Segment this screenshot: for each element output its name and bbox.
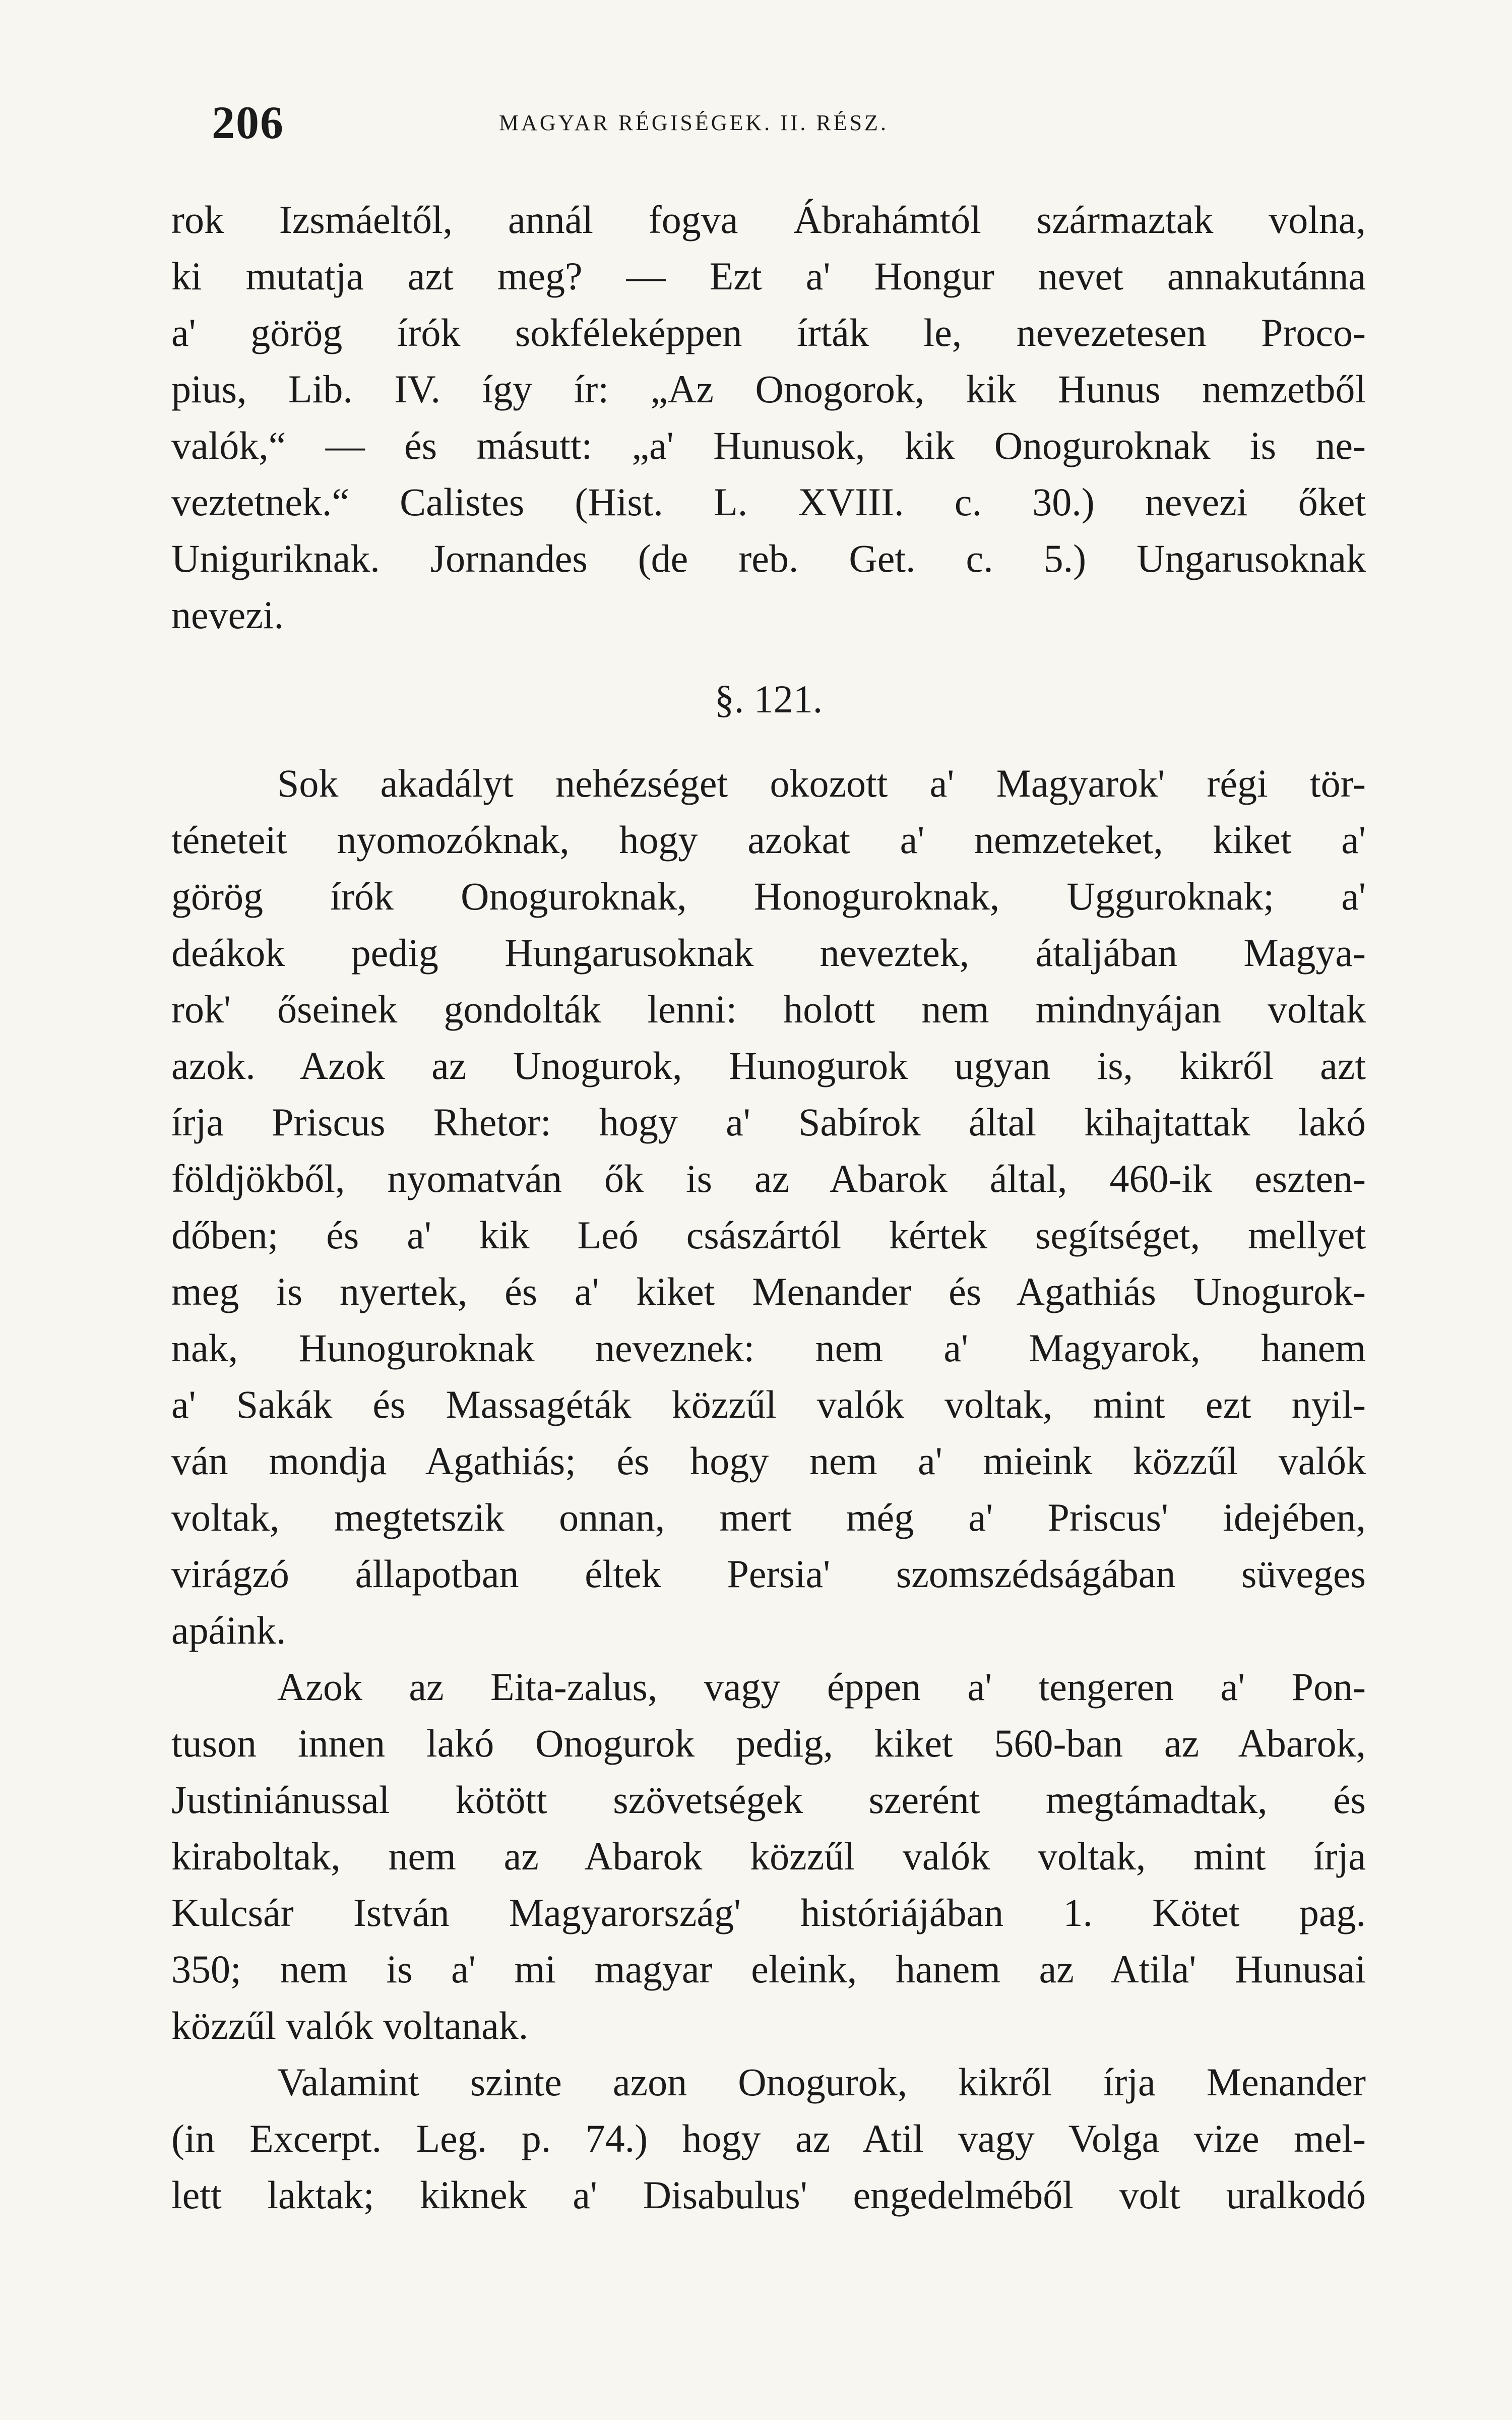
- text-line: Justiniánussal kötött szövetségek szerént megtámadtak, és: [171, 1778, 1366, 1822]
- text-line: közzűl valók voltanak.: [171, 2004, 529, 2047]
- text-line: nak, Hunoguroknak neveznek: nem a' Magyarok, hanem: [171, 1326, 1366, 1370]
- text-line: nevezi.: [171, 593, 284, 637]
- text-line: apáink.: [171, 1608, 286, 1652]
- text-line: téneteit nyomozóknak, hogy azokat a' nemzeteket, kiket a': [171, 818, 1366, 862]
- section-heading: §. 121.: [714, 677, 823, 721]
- text-line: 350; nem is a' mi magyar eleink, hanem az Atila' Hunusai: [171, 1947, 1366, 1991]
- text-line: azok. Azok az Unogurok, Hunogurok ugyan is, kikről azt: [171, 1044, 1366, 1087]
- text-line: pius, Lib. IV. így ír: „Az Onogorok, kik Hunus nemzetből: [171, 367, 1366, 411]
- text-line: ván mondja Agathiás; és hogy nem a' mieink közzűl valók: [171, 1439, 1366, 1483]
- text-line: rok Izsmáeltől, annál fogva Ábrahámtól származtak volna,: [171, 198, 1366, 241]
- text-line: Sok akadályt nehézséget okozott a' Magyarok' régi tör-: [277, 761, 1366, 805]
- paragraph-2: [171, 755, 1366, 1659]
- text-line: tuson innen lakó Onogurok pedig, kiket 560-ban az Abarok,: [171, 1721, 1366, 1765]
- page-header: [202, 96, 1361, 166]
- text-line: virágzó állapotban éltek Persia' szomszédságában süveges: [171, 1552, 1366, 1596]
- page-number: 206: [212, 97, 284, 148]
- text-line: ki mutatja azt meg? — Ezt a' Hongur nevet annakutánna: [171, 254, 1366, 298]
- paragraph-4: [171, 2054, 1366, 2223]
- text-line: (in Excerpt. Leg. p. 74.) hogy az Atil vagy Volga vize mel-: [171, 2116, 1366, 2160]
- text-line: földjökből, nyomatván ők is az Abarok által, 460-ik eszten-: [171, 1157, 1366, 1200]
- text-line: meg is nyertek, és a' kiket Menander és Agathiás Unogurok-: [171, 1269, 1366, 1313]
- text-line: a' Sakák és Massagéták közzűl valók voltak, mint ezt nyil-: [171, 1382, 1366, 1426]
- text-line: rok' őseinek gondolták lenni: holott nem mindnyájan voltak: [171, 987, 1366, 1031]
- text-line: kiraboltak, nem az Abarok közzűl valók voltak, mint írja: [171, 1834, 1366, 1878]
- text-line: Uniguriknak. Jornandes (de reb. Get. c. 5.) Ungarusoknak: [171, 536, 1366, 580]
- text-line: deákok pedig Hungarusoknak neveztek, átaljában Magya-: [171, 931, 1366, 975]
- text-line: voltak, megtetszik onnan, mert még a' Priscus' idejében,: [171, 1495, 1366, 1539]
- text-line: a' görög írók sokféleképpen írták le, nevezetesen Proco-: [171, 311, 1366, 354]
- text-line: veztetnek.“ Calistes (Hist. L. XVIII. c. 30.) nevezi őket: [171, 480, 1366, 524]
- text-line: valók,“ — és másutt: „a' Hunusok, kik Onoguroknak is ne-: [171, 424, 1366, 467]
- text-line: lett laktak; kiknek a' Disabulus' engedelméből volt uralkodó: [171, 2173, 1366, 2217]
- text-line: dőben; és a' kik Leó császártól kértek segítséget, mellyet: [171, 1213, 1366, 1257]
- text-line: Valamint szinte azon Onogurok, kikről írja Menander: [277, 2060, 1366, 2104]
- paragraph-1: [171, 192, 1366, 643]
- text-line: írja Priscus Rhetor: hogy a' Sabírok által kihajtattak lakó: [171, 1100, 1366, 1144]
- running-title: MAGYAR RÉGISÉGEK. II. RÉSZ.: [499, 110, 889, 135]
- text-line: Kulcsár István Magyarország' históriájában 1. Kötet pag.: [171, 1891, 1366, 1934]
- text-line: görög írók Onoguroknak, Honoguroknak, Ugguroknak; a': [171, 874, 1366, 918]
- text-line: Azok az Eita-zalus, vagy éppen a' tengeren a' Pon-: [277, 1665, 1366, 1709]
- text-body: [171, 192, 1366, 2223]
- paragraph-3: [171, 1659, 1366, 2054]
